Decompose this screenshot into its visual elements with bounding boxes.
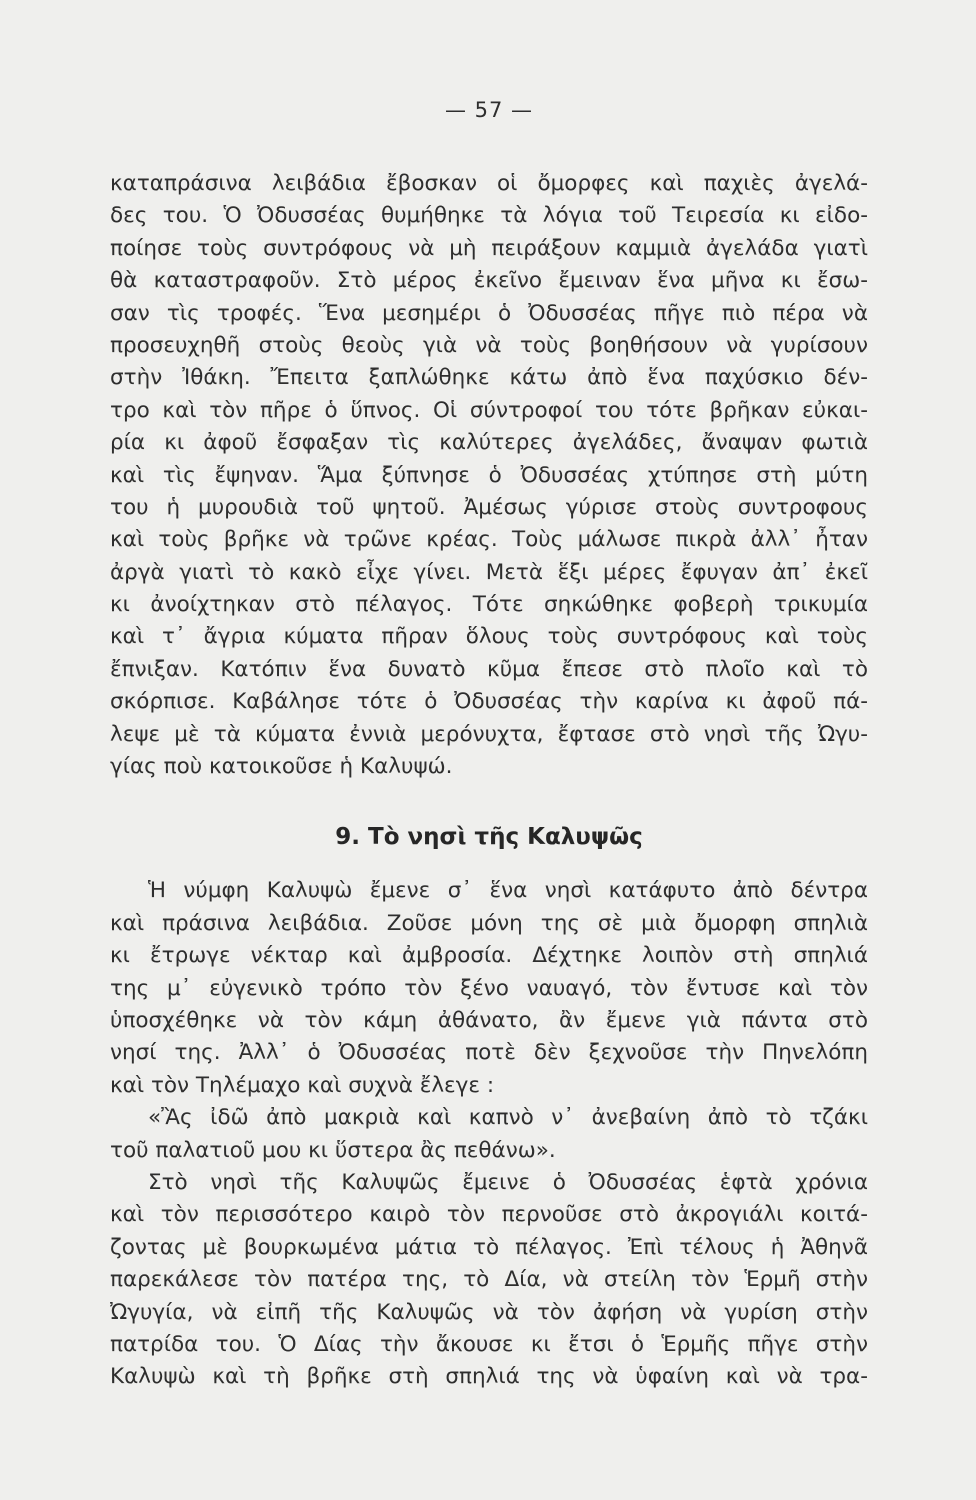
text-line: τρο καὶ τὸν πῆρε ὁ ὕπνος. Οἱ σύντροφοί του τότε βρῆκαν εὐκαι- xyxy=(110,397,868,423)
text-line: ποίησε τοὺς συντρόφους νὰ μὴ πειράξουν καμμιὰ ἀγελάδα γιατὶ xyxy=(110,235,868,261)
text-line: καὶ τὶς ἔψηναν. Ἅμα ξύπνησε ὁ Ὀδυσσέας χτύπησε στὴ μύτη xyxy=(110,462,868,488)
text-line: καὶ τοὺς βρῆκε νὰ τρῶνε κρέας. Τοὺς μάλωσε πικρὰ ἀλλ᾽ ἦταν xyxy=(110,527,868,553)
text-line: καὶ τὸν Τηλέμαχο καὶ συχνὰ ἔλεγε : xyxy=(110,1072,495,1098)
text-line: του ἡ μυρουδιὰ τοῦ ψητοῦ. Ἀμέσως γύρισε στοὺς συντροφους xyxy=(110,494,868,520)
text-line: δες του. Ὁ Ὀδυσσέας θυμήθηκε τὰ λόγια τοῦ Τειρεσία κι εἰδο- xyxy=(110,203,868,229)
text-line: ἔπνιξαν. Κατόπιν ἕνα δυνατὸ κῦμα ἔπεσε στὸ πλοῖο καὶ τὸ xyxy=(110,656,868,682)
text-line: Ὠγυγία, νὰ εἰπῆ τῆς Καλυψῶς νὰ τὸν ἀφήση νὰ γυρίση στὴν xyxy=(110,1299,868,1325)
text-line: καὶ τὸν περισσότερο καιρὸ τὸν περνοῦσε στὸ ἀκρογιάλι κοιτά- xyxy=(110,1202,868,1228)
text-line: καταπράσινα λειβάδια ἔβοσκαν οἱ ὄμορφες καὶ παχιὲς ἀγελά- xyxy=(110,171,868,196)
page-number: — 57 — xyxy=(444,98,534,122)
text-line: καὶ τ᾽ ἄγρια κύματα πῆραν ὅλους τοὺς συντρόφους καὶ τοὺς xyxy=(110,624,868,650)
chapter-heading: 9. Τὸ νησὶ τῆς Καλυψῶς xyxy=(335,824,643,851)
text-line: ζοντας μὲ βουρκωμένα μάτια τὸ πέλαγος. Ἐπὶ τέλους ἡ Ἀθηνᾶ xyxy=(110,1234,868,1260)
text-line: γίας ποὺ κατοικοῦσε ἡ Καλυψώ. xyxy=(110,754,453,780)
text-line: Ἡ νύμφη Καλυψὼ ἔμενε σ᾽ ἕνα νησὶ κατάφυτο ἀπὸ δέντρα xyxy=(148,878,868,904)
text-line: νησί της. Ἀλλ᾽ ὁ Ὀδυσσέας ποτὲ δὲν ξεχνοῦσε τὴν Πηνελόπη xyxy=(110,1040,868,1066)
text-line: πατρίδα του. Ὁ Δίας τὴν ἄκουσε κι ἔτσι ὁ Ἑρμῆς πῆγε στὴν xyxy=(110,1331,868,1357)
text-line: κι ἔτρωγε νέκταρ καὶ ἀμβροσία. Δέχτηκε λοιπὸν στὴ σπηλιά xyxy=(110,943,868,969)
paragraph-calypso-island xyxy=(110,875,868,1167)
text-line: ὑποσχέθηκε νὰ τὸν κάμη ἀθάνατο, ἂν ἔμενε γιὰ πάντα στὸ xyxy=(110,1007,868,1033)
text-line: παρεκάλεσε τὸν πατέρα της, τὸ Δία, νὰ στείλη τὸν Ἑρμῆ στὴν xyxy=(110,1267,868,1293)
quote-line: «Ἂς ἰδῶ ἀπὸ μακριὰ καὶ καπνὸ ν᾽ ἀνεβαίνη ἀπὸ τὸ τζάκι xyxy=(148,1105,868,1131)
text-line: σαν τὶς τροφές. Ἕνα μεσημέρι ὁ Ὀδυσσέας πῆγε πιὸ πέρα νὰ xyxy=(110,300,868,326)
quote-line: τοῦ παλατιοῦ μου κι ὕστερα ἂς πεθάνω». xyxy=(110,1137,556,1163)
text-line: σκόρπισε. Καβάλησε τότε ὁ Ὀδυσσέας τὴν καρίνα κι ἀφοῦ πά- xyxy=(110,689,868,715)
text-line: καὶ πράσινα λειβάδια. Ζοῦσε μόνη της σὲ μιὰ ὄμορφη σπηλιὰ xyxy=(110,910,868,936)
text-line: λεψε μὲ τὰ κύματα ἐννιὰ μερόνυχτα, ἔφτασε στὸ νησὶ τῆς Ὠγυ- xyxy=(110,721,868,747)
text-line: θὰ καταστραφοῦν. Στὸ μέρος ἐκεῖνο ἔμειναν ἕνα μῆνα κι ἔσω- xyxy=(110,268,868,294)
text-line: κι ἀνοίχτηκαν στὸ πέλαγος. Τότε σηκώθηκε φοβερὴ τρικυμία xyxy=(110,592,868,618)
text-line: Στὸ νησὶ τῆς Καλυψῶς ἔμεινε ὁ Ὀδυσσέας ἑφτὰ χρόνια xyxy=(148,1169,868,1195)
text-line: ἀργὰ γιατὶ τὸ κακὸ εἶχε γίνει. Μετὰ ἕξι μέρες ἔφυγαν ἀπ᾽ ἐκεῖ xyxy=(110,559,868,585)
text-line: προσευχηθῆ στοὺς θεοὺς γιὰ νὰ τοὺς βοηθήσουν νὰ γυρίσουν xyxy=(110,332,868,358)
paragraph-odysseus-cattle xyxy=(110,168,868,783)
text-line: ρία κι ἀφοῦ ἔσφαξαν τὶς καλύτερες ἀγελάδες, ἄναψαν φωτιὰ xyxy=(110,430,868,456)
text-line: Καλυψὼ καὶ τὴ βρῆκε στὴ σπηλιά της νὰ ὑφαίνη καὶ νὰ τρα- xyxy=(110,1364,868,1390)
paragraph-seven-years xyxy=(110,1167,868,1394)
text-line: στὴν Ἰθάκη. Ἔπειτα ξαπλώθηκε κάτω ἀπὸ ἕνα παχύσκιο δέν- xyxy=(110,365,868,391)
text-line: της μ᾽ εὐγενικὸ τρόπο τὸν ξένο ναυαγό, τὸν ἔντυσε καὶ τὸν xyxy=(110,975,868,1001)
